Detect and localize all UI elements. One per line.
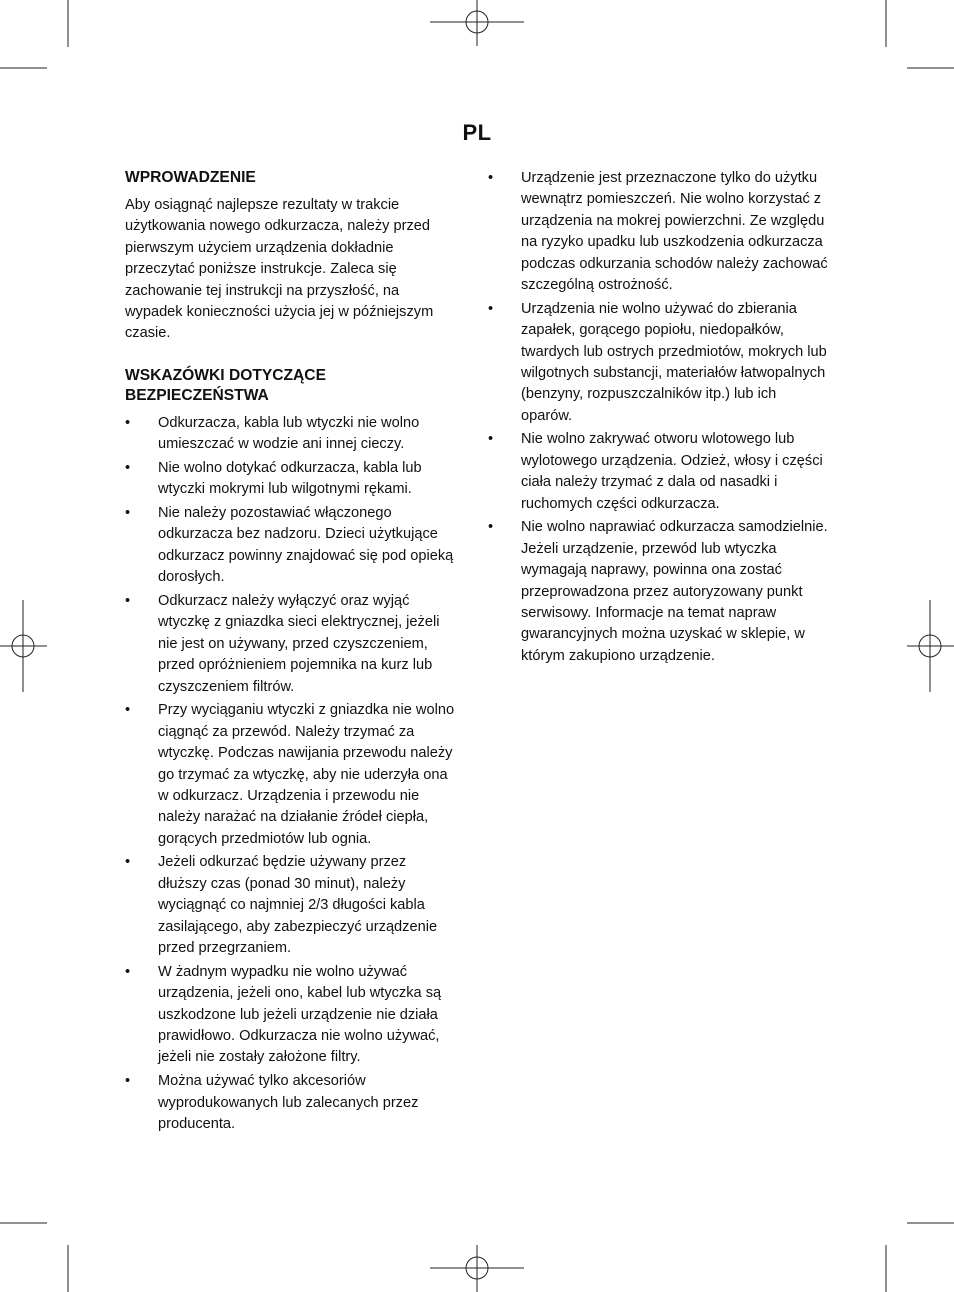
left-column	[125, 168, 457, 1138]
right-column	[488, 168, 830, 670]
intro-heading: WPROWADZENIE	[125, 169, 256, 186]
list-item: • Odkurzacza, kabla lub wtyczki nie wolno umieszczać w wodzie ani innej cieczy.	[125, 413, 457, 456]
language-code: PL	[462, 120, 492, 145]
registration-mark-top	[430, 0, 524, 46]
list-item: • Odkurzacz należy wyłączyć oraz wyjąć wtyczkę z gniazdka sieci elektrycznej, jeżeli nie jest on używany, przed czyszczeniem, przed opróżnieniem pojemnika na kurz lub czyszczeniem filtrów.	[125, 591, 457, 698]
list-item: • Urządzenia nie wolno używać do zbierania zapałek, gorącego popiołu, niedopałków, twardych lub ostrych przedmiotów, mokrych lub wilgotnych substancji, materiałów łatwopalnych (benzyny, rozpuszczalników itp.) lub ich oparów.	[488, 299, 830, 427]
safety-heading: WSKAZÓWKI DOTYCZĄCE BEZPIECZEŃSTWA	[125, 366, 326, 404]
safety-list-left	[125, 413, 457, 1135]
list-item: • Urządzenie jest przeznaczone tylko do użytku wewnątrz pomieszczeń. Nie wolno korzystać z urządzenia na mokrej powierzchni. Ze względu na ryzyko upadku lub uszkodzenia odkurzacza podczas odkurzania schodów należy zachować szczególną ostrożność.	[488, 168, 830, 296]
safety-list-right	[488, 168, 830, 667]
intro-text: Aby osiągnąć najlepsze rezultaty w trakcie użytkowania nowego odkurzacza, należy przed pierwszym użyciem urządzenia dokładnie przeczytać poniższe instrukcje. Zaleca się zachowanie tej instrukcji na przyszłość, na wypadek konieczności użycia jej w późniejszym czasie.	[125, 197, 434, 342]
list-item: • Jeżeli odkurzać będzie używany przez dłuższy czas (ponad 30 minut), należy wyciągnąć co najmniej 2/3 długości kabla zasilającego, aby zabezpieczyć urządzenie przed przegrzaniem.	[125, 852, 457, 959]
list-item: • W żadnym wypadku nie wolno używać urządzenia, jeżeli ono, kabel lub wtyczka są uszkodzone lub jeżeli urządzenie nie działa prawidłowo. Odkurzacza nie wolno używać, jeżeli nie zostały założone filtry.	[125, 962, 457, 1069]
list-item: • Nie wolno naprawiać odkurzacza samodzielnie. Jeżeli urządzenie, przewód lub wtyczka wymagają naprawy, powinna ona zostać przeprowadzona przez autoryzowany punkt serwisowy. Informacje na temat napraw gwarancyjnych można uzyskać w sklepie, w którym zakupiono urządzenie.	[488, 517, 830, 667]
registration-mark-right	[907, 600, 954, 692]
registration-mark-left	[0, 600, 47, 692]
list-item: • Przy wyciąganiu wtyczki z gniazdka nie wolno ciągnąć za przewód. Należy trzymać za wtyczkę. Podczas nawijania przewodu należy go trzymać za wtyczkę, aby nie uderzyła ona w odkurzacz. Urządzenia i przewodu nie należy narażać na działanie źródeł ciepła, gorących przedmiotów lub ognia.	[125, 700, 457, 850]
list-item: • Nie należy pozostawiać włączonego odkurzacza bez nadzoru. Dzieci użytkujące odkurzacz powinny znajdować się pod opieką dorosłych.	[125, 503, 457, 589]
list-item: • Nie wolno zakrywać otworu wlotowego lub wylotowego urządzenia. Odzież, włosy i części ciała należy trzymać z dala od nasadki i ruchomych części odkurzacza.	[488, 429, 830, 515]
list-item: • Można używać tylko akcesoriów wyprodukowanych lub zalecanych przez producenta.	[125, 1071, 457, 1135]
list-item: • Nie wolno dotykać odkurzacza, kabla lub wtyczki mokrymi lub wilgotnymi rękami.	[125, 458, 457, 501]
registration-mark-bottom	[430, 1245, 524, 1292]
